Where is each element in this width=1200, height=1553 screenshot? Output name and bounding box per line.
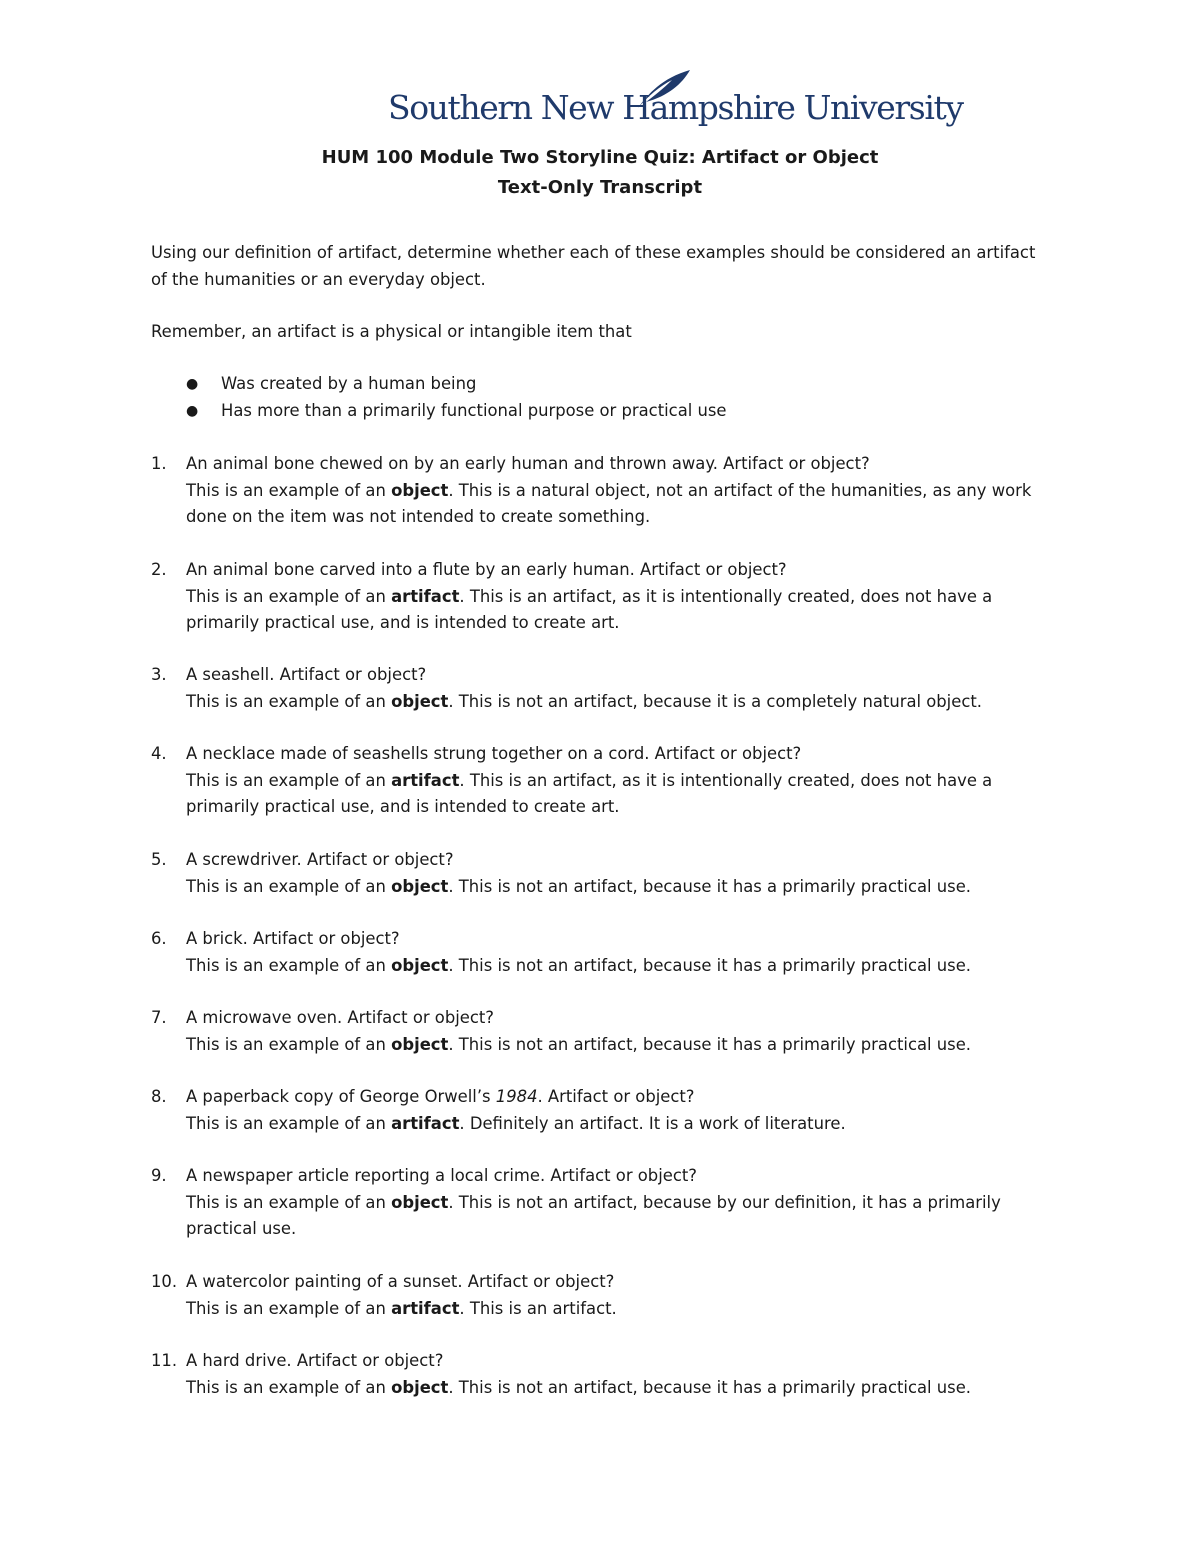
item-number: 7.	[151, 1008, 167, 1027]
item-number: 1.	[151, 454, 167, 473]
item-answer: This is an example of an object. This is not an artifact, because it has a primarily practical use.	[186, 876, 971, 896]
criteria-item: ● Has more than a primarily functional purpose or practical use	[151, 398, 727, 425]
quiz-item	[151, 1269, 1051, 1322]
item-answer: This is an example of an object. This is not an artifact, because it is a completely natural object.	[186, 691, 982, 711]
quiz-item	[151, 557, 1051, 637]
quiz-item	[151, 1084, 1051, 1137]
item-number: 9.	[151, 1166, 167, 1185]
item-number: 4.	[151, 744, 167, 763]
quiz-item	[151, 1163, 1051, 1243]
answer-keyword: object	[391, 1034, 449, 1054]
remember-paragraph: Remember, an artifact is a physical or intangible item that	[151, 322, 632, 341]
logo-wordmark: Southern New Hampshire University	[388, 88, 963, 127]
item-answer: This is an example of an object. This is not an artifact, because it has a primarily practical use.	[186, 955, 971, 975]
item-question: A brick. Artifact or object?	[186, 929, 400, 948]
item-question: An animal bone chewed on by an early human and thrown away. Artifact or object?	[186, 454, 870, 473]
item-number: 8.	[151, 1087, 167, 1106]
answer-keyword: object	[391, 480, 449, 500]
item-number: 5.	[151, 850, 167, 869]
bullet-icon: ●	[186, 376, 199, 392]
item-number: 6.	[151, 929, 167, 948]
answer-keyword: object	[391, 876, 449, 896]
item-answer: This is an example of an artifact. This is an artifact, as it is intentionally created, does not have a primarily practical use, and is intended to create art.	[186, 770, 993, 816]
artifact-criteria-list	[151, 371, 727, 424]
item-question: A watercolor painting of a sunset. Artifact or object?	[186, 1272, 615, 1291]
criteria-item: ● Was created by a human being	[151, 371, 727, 398]
intro-paragraph: Using our definition of artifact, determine whether each of these examples should be considered an artifact of the humanities or an everyday object.	[151, 243, 1036, 289]
quiz-item	[151, 662, 1051, 715]
quiz-item	[151, 926, 1051, 979]
item-question: A paperback copy of George Orwell’s 1984. Artifact or object?	[186, 1087, 695, 1106]
document-title-block	[0, 143, 1200, 203]
item-answer: This is an example of an artifact. This is an artifact.	[186, 1298, 617, 1318]
bullet-icon: ●	[186, 402, 199, 419]
item-number: 11.	[151, 1351, 178, 1370]
item-question: A hard drive. Artifact or object?	[186, 1351, 444, 1370]
document-subtitle: Text-Only Transcript	[497, 177, 703, 198]
document-title: HUM 100 Module Two Storyline Quiz: Artifact or Object	[321, 147, 879, 168]
quiz-item	[151, 1348, 1051, 1401]
item-answer: This is an example of an artifact. This is an artifact, as it is intentionally created, does not have a primarily practical use, and is intended to create art.	[186, 586, 993, 632]
item-answer: This is an example of an object. This is not an artifact, because by our definition, it has a primarily practical use.	[186, 1192, 1001, 1238]
answer-keyword: artifact	[391, 1113, 460, 1133]
item-answer: This is an example of an object. This is not an artifact, because it has a primarily practical use.	[186, 1034, 971, 1054]
answer-keyword: object	[391, 1377, 449, 1397]
item-answer: This is an example of an object. This is not an artifact, because it has a primarily practical use.	[186, 1377, 971, 1397]
item-question: A newspaper article reporting a local crime. Artifact or object?	[186, 1166, 697, 1185]
item-number: 10.	[151, 1272, 178, 1291]
quiz-item	[151, 1005, 1051, 1058]
university-logo	[388, 68, 963, 134]
quiz-item	[151, 451, 1051, 531]
item-question: A seashell. Artifact or object?	[186, 665, 427, 684]
book-title: 1984	[495, 1087, 538, 1106]
item-question: A microwave oven. Artifact or object?	[186, 1008, 495, 1027]
answer-keyword: object	[391, 1192, 449, 1212]
answer-keyword: object	[391, 691, 449, 711]
answer-keyword: artifact	[391, 1298, 460, 1318]
answer-keyword: artifact	[391, 770, 460, 790]
quiz-item	[151, 847, 1051, 900]
item-answer: This is an example of an object. This is a natural object, not an artifact of the humanities, as any work done on the item was not intended to create something.	[186, 480, 1032, 526]
quiz-item	[151, 741, 1051, 821]
item-question: An animal bone carved into a flute by an early human. Artifact or object?	[186, 560, 787, 579]
item-number: 2.	[151, 560, 167, 579]
item-question: A necklace made of seashells strung together on a cord. Artifact or object?	[186, 744, 802, 763]
item-number: 3.	[151, 665, 167, 684]
answer-keyword: artifact	[391, 586, 460, 606]
feather-icon	[632, 68, 692, 110]
item-answer: This is an example of an artifact. Definitely an artifact. It is a work of literature.	[186, 1113, 846, 1133]
answer-keyword: object	[391, 955, 449, 975]
item-question: A screwdriver. Artifact or object?	[186, 850, 454, 869]
